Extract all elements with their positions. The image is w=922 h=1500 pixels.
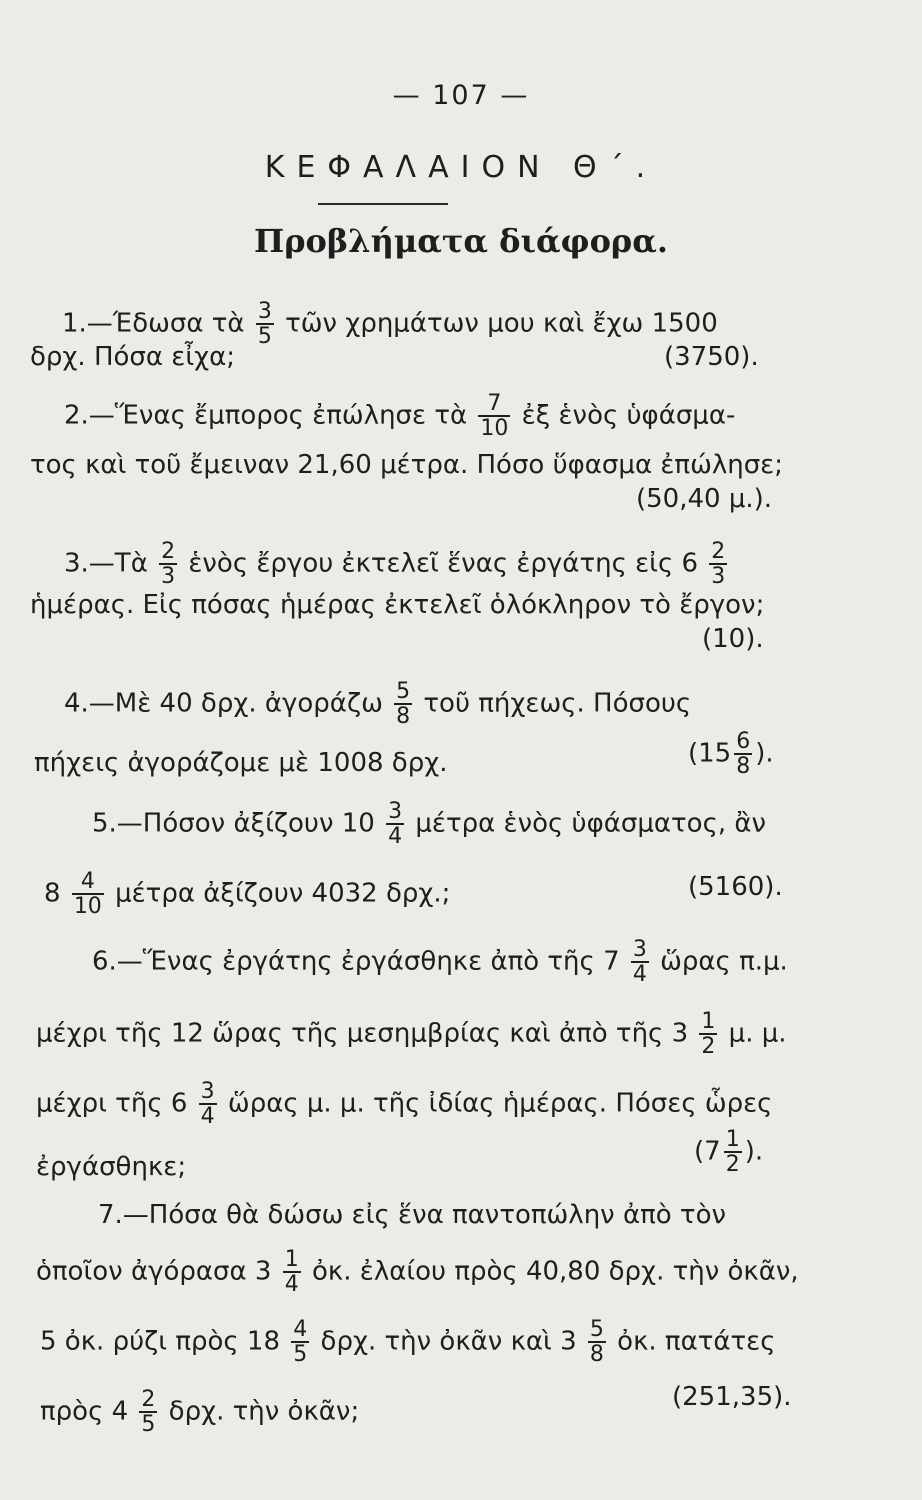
problem-7-line-1: 7.—Πόσα θὰ δώσω εἰς ἕνα παντοπώλην ἀπὸ τὸν [98, 1200, 727, 1230]
divider-rule [318, 203, 448, 205]
problem-4-answer: (15 $\frac{6}{8}$ ). [688, 729, 774, 780]
fraction: $\frac{5}{8}$ [589, 1317, 604, 1368]
fraction: $\frac{3}{5}$ [257, 299, 272, 350]
problem-3-answer: (10). [702, 624, 764, 654]
problem-1-line-1: 1.—Έδωσα τὰ $\frac{3}{5}$ τῶν χρημάτων μου καὶ ἔχω 1500 [62, 299, 718, 350]
fraction: $\frac{7}{10}$ [480, 391, 509, 442]
problem-5-line-2: 8 $\frac{4}{10}$ μέτρα ἀξίζουν 4032 δρχ.; [44, 869, 451, 920]
problem-1-line-2: δρχ. Πόσα εἶχα; [30, 342, 236, 372]
problem-7-line-2: ὁποῖον ἀγόρασα 3 $\frac{1}{4}$ ὀκ. ἐλαίου πρὸς 40,80 δρχ. τὴν ὀκᾶν, [36, 1247, 799, 1298]
fraction: $\frac{3}{4}$ [632, 937, 647, 988]
problem-5-answer: (5160). [688, 872, 783, 902]
fraction: $\frac{1}{2}$ [725, 1127, 740, 1178]
problem-7-line-3: 5 ὀκ. ρύζι πρὸς 18 $\frac{4}{5}$ δρχ. τὴν ὀκᾶν καὶ 3 $\frac{5}{8}$ ὀκ. πατάτες [40, 1317, 776, 1368]
problem-6-answer: (7 $\frac{1}{2}$ ). [694, 1127, 764, 1178]
fraction: $\frac{3}{4}$ [388, 799, 403, 850]
problem-7-line-4: πρὸς 4 $\frac{2}{5}$ δρχ. τὴν ὀκᾶν; [40, 1387, 360, 1438]
section-title: Προβλήματα διάφορα. [254, 222, 668, 260]
problem-4-line-1: 4.—Μὲ 40 δρχ. ἀγοράζω $\frac{5}{8}$ τοῦ πήχεως. Πόσους [64, 679, 692, 730]
problem-3-line-2: ἡμέρας. Εἰς πόσας ἡμέρας ἐκτελεῖ ὁλόκληρον τὸ ἔργον; [30, 590, 765, 620]
problem-6-line-3: μέχρι τῆς 6 $\frac{3}{4}$ ὥρας μ. μ. τῆς ἰδίας ἡμέρας. Πόσες ὧρες [36, 1079, 773, 1130]
problem-6-line-2: μέχρι τῆς 12 ὥρας τῆς μεσημβρίας καὶ ἀπὸ τῆς 3 $\frac{1}{2}$ μ. μ. [36, 1009, 787, 1060]
problem-6-line-4: ἐργάσθηκε; [36, 1152, 187, 1182]
fraction: $\frac{1}{4}$ [284, 1247, 299, 1298]
fraction: $\frac{2}{3}$ [711, 539, 726, 590]
fraction: $\frac{1}{2}$ [701, 1009, 716, 1060]
problem-1-answer: (3750). [664, 342, 759, 372]
problem-2-line-2: τος καὶ τοῦ ἔμειναν 21,60 μέτρα. Πόσο ὕφασμα ἐπώλησε; [30, 450, 783, 480]
chapter-heading: ΚΕΦΑΛΑΙΟΝ Θ΄. [264, 150, 658, 185]
page-number: — 107 — [392, 80, 530, 111]
problem-4-line-2: πήχεις ἀγοράζομε μὲ 1008 δρχ. [34, 748, 448, 778]
problem-5-line-1: 5.—Πόσον ἀξίζουν 10 $\frac{3}{4}$ μέτρα ἑνὸς ὑφάσματος, ἂν [92, 799, 767, 850]
fraction: $\frac{4}{10}$ [73, 869, 102, 920]
fraction: $\frac{5}{8}$ [396, 679, 411, 730]
fraction: $\frac{6}{8}$ [736, 729, 751, 780]
fraction: $\frac{2}{3}$ [161, 539, 176, 590]
problem-6-line-1: 6.—Ἕνας ἐργάτης ἐργάσθηκε ἀπὸ τῆς 7 $\frac{3}{4}$ ὥρας π.μ. [92, 937, 788, 988]
fraction: $\frac{3}{4}$ [200, 1079, 215, 1130]
problem-7-answer: (251,35). [672, 1382, 792, 1412]
fraction: $\frac{4}{5}$ [293, 1317, 308, 1368]
problem-3-line-1: 3.—Τὰ $\frac{2}{3}$ ἑνὸς ἔργου ἐκτελεῖ ἕνας ἐργάτης εἰς 6 $\frac{2}{3}$ [64, 539, 726, 590]
problem-2-answer: (50,40 μ.). [636, 484, 773, 514]
fraction: $\frac{2}{5}$ [141, 1387, 156, 1438]
problem-2-line-1: 2.—Ἕνας ἔμπορος ἐπώλησε τὰ $\frac{7}{10}$ ἐξ ἑνὸς ὑφάσμα- [64, 391, 736, 442]
